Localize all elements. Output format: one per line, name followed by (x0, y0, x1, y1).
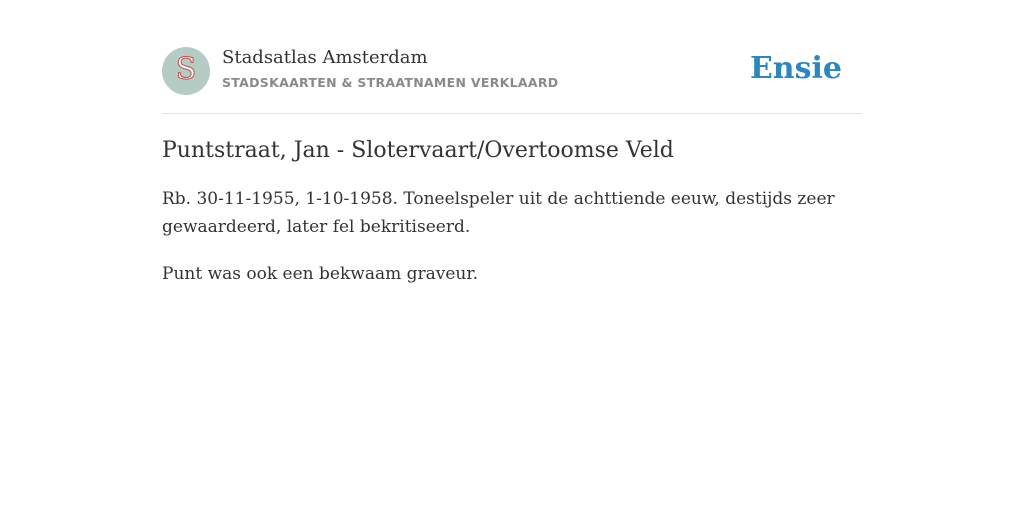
site-subtitle: STADSKAARTEN & STRAATNAMEN VERKLAARD (222, 75, 559, 90)
header (162, 47, 862, 114)
article-paragraph-2: Punt was ook een bekwaam graveur. (162, 264, 479, 284)
avatar[interactable] (162, 47, 210, 95)
site-title[interactable]: Stadsatlas Amsterdam (222, 47, 428, 68)
article-title: Puntstraat, Jan - Slotervaart/Overtoomse Veld (162, 138, 674, 163)
article-paragraph-1: Rb. 30-11-1955, 1-10-1958. Toneelspeler uit de achttiende eeuw, destijds zeer gewaardeerd, later fel bekritiseerd. (162, 189, 835, 237)
avatar-letter: S (175, 52, 197, 87)
brand-logo-link[interactable]: Ensie (749, 51, 842, 86)
page (162, 0, 862, 288)
